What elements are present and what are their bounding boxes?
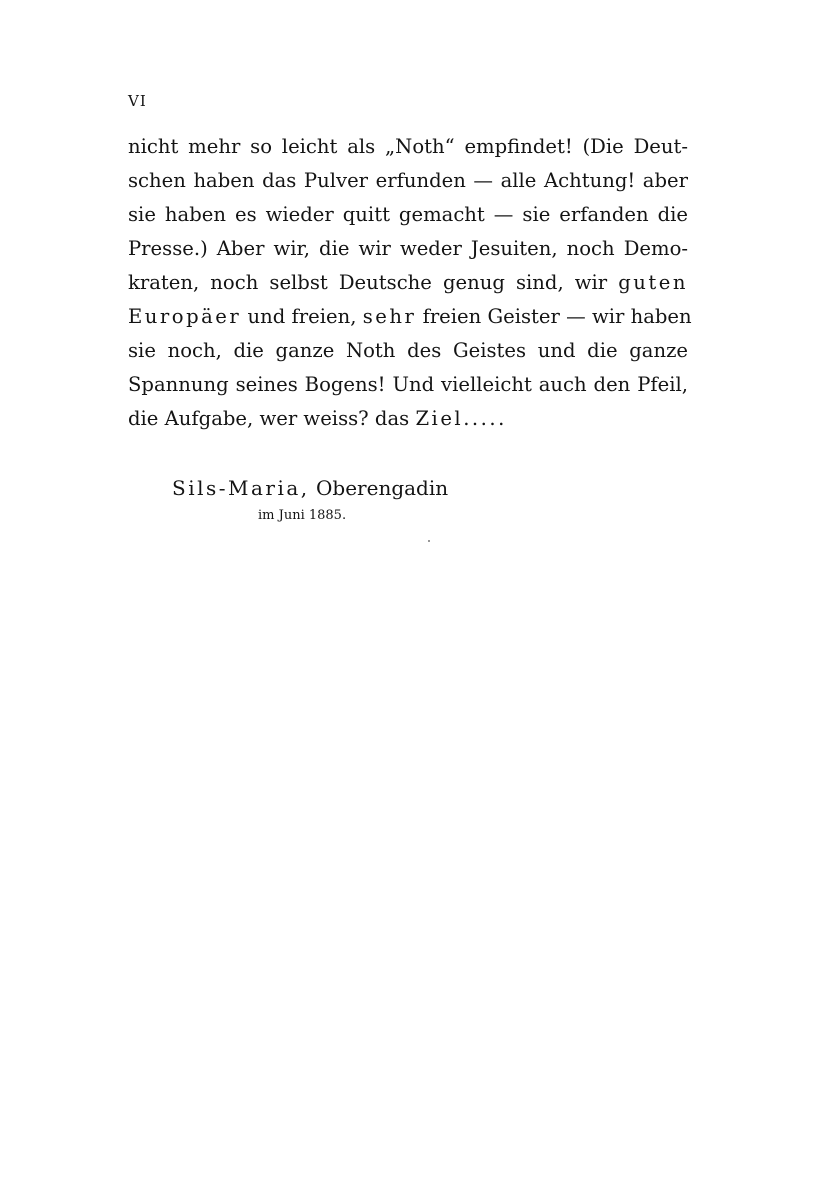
text-fragment: kraten, noch selbst Deutsche genug sind, wir	[128, 271, 608, 294]
text-line	[128, 266, 688, 300]
signature-place	[172, 474, 448, 502]
text-line	[128, 402, 688, 436]
emphasized-word: guten	[618, 271, 688, 294]
ellipsis: .....	[463, 407, 507, 430]
region-name: Oberengadin	[316, 476, 449, 500]
text-line: schen haben das Pulver erfunden — alle Achtung! aber	[128, 169, 688, 192]
body-paragraph	[128, 130, 692, 436]
text-fragment: die Aufgabe, wer weiss? das	[128, 407, 410, 430]
text-line: sie noch, die ganze Noth des Geistes und die ganze	[128, 339, 688, 362]
text-fragment: freien Geister — wir haben	[422, 305, 692, 328]
text-line	[128, 300, 692, 334]
text-line: sie haben es wieder quitt gemacht — sie erfanden die	[128, 203, 688, 226]
page-number: VI	[128, 92, 147, 110]
print-speck	[428, 540, 430, 542]
text-line: Presse.) Aber wir, die wir weder Jesuiten, noch Demo-	[128, 237, 688, 260]
text-fragment: und freien,	[247, 305, 357, 328]
place-name: Sils-Maria,	[172, 476, 310, 500]
emphasized-word: Ziel	[415, 407, 464, 430]
emphasized-word: sehr	[362, 305, 417, 328]
signature-date: im Juni 1885.	[258, 508, 347, 523]
text-line: nicht mehr so leicht als „Noth“ empfindet! (Die Deut-	[128, 135, 688, 158]
emphasized-word: Europäer	[128, 305, 242, 328]
text-line: Spannung seines Bogens! Und vielleicht auch den Pfeil,	[128, 373, 688, 396]
